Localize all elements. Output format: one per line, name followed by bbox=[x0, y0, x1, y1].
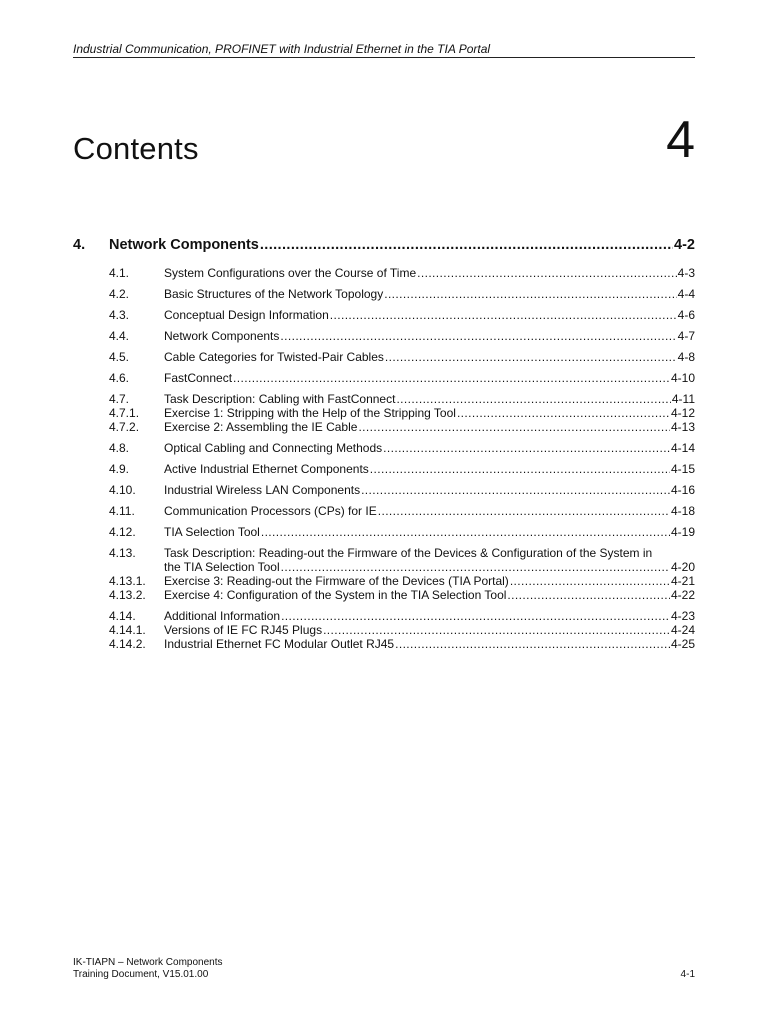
toc-entry-number: 4.7.2. bbox=[109, 420, 140, 434]
toc-entry-label: Network Components bbox=[109, 237, 259, 253]
toc-entry-label: Versions of IE FC RJ45 Plugs bbox=[164, 623, 323, 637]
toc-entry[interactable] bbox=[73, 588, 695, 602]
toc-entry-number: 4.14.2. bbox=[109, 637, 146, 651]
toc-entry-page: 4-7 bbox=[677, 329, 695, 343]
toc-entry[interactable] bbox=[73, 637, 695, 651]
toc-entry[interactable] bbox=[73, 546, 695, 574]
dot-leader bbox=[330, 308, 677, 322]
toc-entry-page: 4-24 bbox=[670, 623, 695, 637]
toc-entry[interactable] bbox=[73, 308, 695, 322]
dot-leader bbox=[385, 350, 677, 364]
toc-entry-page: 4-4 bbox=[677, 287, 695, 301]
dot-leader bbox=[457, 406, 670, 420]
dot-leader bbox=[233, 371, 670, 385]
toc-entry[interactable] bbox=[73, 441, 695, 455]
dot-leader bbox=[510, 574, 670, 588]
toc-entry[interactable] bbox=[73, 371, 695, 385]
toc-entry-page: 4-23 bbox=[670, 609, 695, 623]
toc-entry-number: 4.6. bbox=[109, 371, 130, 385]
dot-leader bbox=[395, 637, 670, 651]
toc-entry-label: Task Description: Reading-out the Firmware of the Devices & Configuration of the System in bbox=[164, 546, 653, 560]
toc-entry-label: Exercise 3: Reading-out the Firmware of the Devices (TIA Portal) bbox=[164, 574, 509, 588]
footer-line-1: IK-TIAPN – Network Components bbox=[73, 957, 223, 968]
footer-line-2: Training Document, V15.01.00 bbox=[73, 969, 209, 980]
toc-entry[interactable] bbox=[73, 329, 695, 343]
dot-leader bbox=[507, 588, 670, 602]
toc-entry-number: 4.9. bbox=[109, 462, 130, 476]
toc-entry[interactable] bbox=[73, 462, 695, 476]
toc-entry-label: FastConnect bbox=[164, 371, 233, 385]
toc-entry[interactable] bbox=[73, 623, 695, 637]
toc-entry-page: 4-8 bbox=[677, 350, 695, 364]
toc-entry-page: 4-21 bbox=[670, 574, 695, 588]
dot-leader bbox=[378, 504, 670, 518]
toc-entry-page: 4-3 bbox=[677, 266, 695, 280]
toc-entry-label: Task Description: Cabling with FastConnect bbox=[164, 392, 396, 406]
dot-leader bbox=[417, 266, 677, 280]
toc-entry-page: 4-20 bbox=[670, 560, 695, 574]
toc-entry-number: 4.4. bbox=[109, 329, 130, 343]
toc-entry-number: 4.8. bbox=[109, 441, 130, 455]
toc-entry-label: Network Components bbox=[164, 329, 280, 343]
toc-entry[interactable] bbox=[73, 420, 695, 434]
toc-entry-label: Active Industrial Ethernet Components bbox=[164, 462, 369, 476]
toc-entry-number: 4. bbox=[73, 237, 86, 253]
toc-entry-number: 4.2. bbox=[109, 287, 130, 301]
toc-entry-label-continued: the TIA Selection Tool bbox=[164, 560, 280, 574]
toc-entry-page: 4-22 bbox=[670, 588, 695, 602]
toc-entry-number: 4.13. bbox=[109, 546, 136, 560]
toc-entry-number: 4.3. bbox=[109, 308, 130, 322]
toc-entry[interactable] bbox=[73, 392, 695, 406]
toc-entry-label: Cable Categories for Twisted-Pair Cables bbox=[164, 350, 384, 364]
toc-entry-page: 4-18 bbox=[670, 504, 695, 518]
toc-entry-number: 4.7.1. bbox=[109, 406, 140, 420]
toc-entry[interactable] bbox=[73, 406, 695, 420]
footer-page-number: 4-1 bbox=[680, 969, 695, 980]
toc-entry[interactable] bbox=[73, 350, 695, 364]
dot-leader bbox=[383, 441, 670, 455]
dot-leader bbox=[323, 623, 670, 637]
toc-entry-label: Communication Processors (CPs) for IE bbox=[164, 504, 377, 518]
toc-entry-label: Additional Information bbox=[164, 609, 281, 623]
toc-entry-page: 4-25 bbox=[670, 637, 695, 651]
dot-leader bbox=[384, 287, 676, 301]
toc-entry-page: 4-13 bbox=[670, 420, 695, 434]
toc-entry-page: 4-16 bbox=[670, 483, 695, 497]
toc-entry-number: 4.5. bbox=[109, 350, 130, 364]
dot-leader bbox=[361, 483, 670, 497]
toc-entry-label: Exercise 2: Assembling the IE Cable bbox=[164, 420, 358, 434]
toc-entry-page: 4-11 bbox=[671, 392, 695, 406]
toc-entry-page: 4-6 bbox=[677, 308, 695, 322]
toc-entry-number: 4.1. bbox=[109, 266, 130, 280]
toc-entry-label: Exercise 4: Configuration of the System in the TIA Selection Tool bbox=[164, 588, 507, 602]
toc-entry-number: 4.14. bbox=[109, 609, 136, 623]
dot-leader bbox=[260, 237, 673, 254]
toc-entry-label: Basic Structures of the Network Topology bbox=[164, 287, 384, 301]
dot-leader bbox=[370, 462, 670, 476]
toc-entry-label: Exercise 1: Stripping with the Help of the Stripping Tool bbox=[164, 406, 456, 420]
toc-entry-label: Industrial Ethernet FC Modular Outlet RJ45 bbox=[164, 637, 395, 651]
toc-entry-label: Optical Cabling and Connecting Methods bbox=[164, 441, 383, 455]
chapter-number: 4 bbox=[666, 111, 695, 169]
footer-document-info bbox=[73, 957, 223, 981]
toc-entry[interactable] bbox=[73, 287, 695, 301]
toc-entry-label: System Configurations over the Course of Time bbox=[164, 266, 417, 280]
toc-entry-page: 4-15 bbox=[670, 462, 695, 476]
dot-leader bbox=[358, 420, 670, 434]
toc-entry-number: 4.10. bbox=[109, 483, 136, 497]
toc-entries bbox=[73, 266, 695, 651]
toc-entry-number: 4.13.1. bbox=[109, 574, 146, 588]
toc-entry-page: 4-12 bbox=[670, 406, 695, 420]
toc-entry[interactable] bbox=[73, 504, 695, 518]
toc-entry-number: 4.7. bbox=[109, 392, 130, 406]
dot-leader bbox=[281, 609, 670, 623]
table-of-contents bbox=[73, 237, 695, 651]
running-header: Industrial Communication, PROFINET with Industrial Ethernet in the TIA Portal bbox=[73, 42, 695, 58]
dot-leader bbox=[261, 525, 670, 539]
dot-leader bbox=[280, 329, 676, 343]
toc-entry-page: 4-19 bbox=[670, 525, 695, 539]
toc-entry[interactable] bbox=[73, 609, 695, 623]
toc-entry[interactable] bbox=[73, 525, 695, 539]
toc-entry-number: 4.11. bbox=[109, 504, 135, 518]
toc-entry[interactable] bbox=[73, 574, 695, 588]
toc-entry-label: TIA Selection Tool bbox=[164, 525, 260, 539]
toc-entry-number: 4.13.2. bbox=[109, 588, 146, 602]
dot-leader bbox=[281, 560, 670, 574]
toc-entry-page: 4-10 bbox=[670, 371, 695, 385]
toc-entry-chapter[interactable] bbox=[73, 237, 695, 254]
page-title: Contents bbox=[73, 131, 199, 166]
toc-entry[interactable] bbox=[73, 483, 695, 497]
dot-leader bbox=[396, 392, 670, 406]
toc-entry[interactable] bbox=[73, 266, 695, 280]
toc-entry-label: Industrial Wireless LAN Components bbox=[164, 483, 361, 497]
toc-entry-label: Conceptual Design Information bbox=[164, 308, 329, 322]
toc-entry-page: 4-14 bbox=[670, 441, 695, 455]
toc-entry-page: 4-2 bbox=[674, 237, 695, 253]
toc-entry-number: 4.14.1. bbox=[109, 623, 146, 637]
toc-entry-number: 4.12. bbox=[109, 525, 136, 539]
